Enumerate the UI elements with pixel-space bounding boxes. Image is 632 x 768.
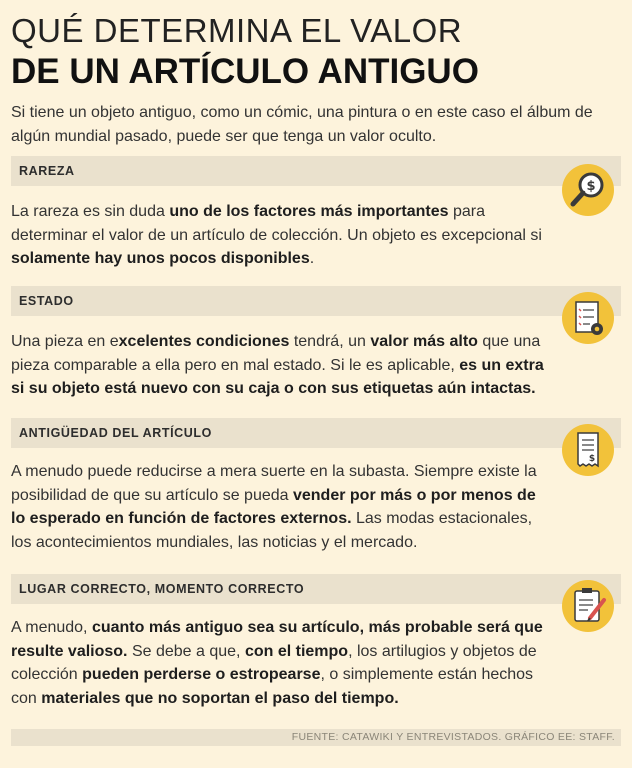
emphasis-text: xcelentes condiciones	[118, 333, 290, 350]
section-text-lugar-correcto	[11, 616, 551, 710]
section-bar-rareza	[11, 156, 621, 186]
emphasis-text: vender por más o por menos de lo esperado en función de factores externos.	[11, 486, 536, 527]
body-text: Una pieza en e	[11, 333, 119, 350]
section-bar-lugar-correcto	[11, 574, 621, 604]
title-line-2: DE UN ARTÍCULO ANTIGUO	[11, 52, 479, 91]
emphasis-text: uno de los factores más importantes	[169, 203, 449, 220]
body-text: A menudo puede reducirse a mera suerte en la subasta. Siempre existe la posibilidad de que su artículo se pueda	[11, 463, 537, 504]
emphasis-text: es un extra si su objeto está nuevo con su caja o con sus etiquetas aún intactas.	[11, 356, 544, 397]
section-heading: LUGAR CORRECTO, MOMENTO CORRECTO	[19, 582, 305, 596]
svg-text:$: $	[588, 454, 596, 464]
section-bar-estado	[11, 286, 621, 316]
body-text: A menudo,	[11, 619, 92, 636]
body-text: , o simplemente están hechos con	[11, 666, 534, 707]
svg-text:$: $	[586, 179, 596, 194]
body-text: tendrá, un	[289, 333, 371, 350]
emphasis-text: pueden perderse o estropearse	[82, 666, 321, 683]
body-text: Se debe a que,	[127, 642, 245, 660]
emphasis-text: con el tiempo	[244, 642, 349, 660]
title-line-1: QUÉ DETERMINA EL VALOR	[11, 12, 463, 49]
clipboard-pencil-icon	[562, 580, 614, 632]
checklist-gear-icon	[562, 292, 614, 344]
section-heading: ESTADO	[19, 294, 74, 308]
section-text-antiguedad	[11, 460, 551, 554]
section-bar-antiguedad	[11, 418, 621, 448]
body-text: Las modas estacionales, los acontecimientos mundiales, las noticias y el mercado.	[11, 510, 533, 551]
emphasis-text: cuanto más antiguo sea su artículo, más probable será que resulte valioso.	[11, 619, 543, 660]
section-heading: ANTIGÜEDAD DEL ARTÍCULO	[19, 426, 212, 440]
body-text: La rareza es sin duda	[11, 203, 170, 220]
section-text-rareza	[11, 200, 551, 271]
receipt-dollar-icon	[562, 424, 614, 476]
body-text: , los artilugios y objetos de colección	[11, 642, 537, 683]
emphasis-text: valor más alto	[370, 333, 478, 350]
emphasis-text: materiales que no soportan el paso del tiempo.	[41, 689, 399, 707]
section-text-estado	[11, 330, 551, 401]
section-heading: RAREZA	[19, 164, 75, 178]
intro-text: Si tiene un objeto antiguo, como un cómic, una pintura o en este caso el álbum de algún mundial pasado, puede ser que tenga un valor oculto.	[11, 104, 593, 145]
source-credit: FUENTE: CATAWIKI Y ENTREVISTADOS. GRÁFICO EE: STAFF.	[291, 731, 615, 743]
body-text: que una pieza comparable a ella pero en mal estado. Si le es aplicable,	[11, 333, 541, 374]
body-text: .	[309, 250, 315, 267]
emphasis-text: solamente hay unos pocos disponibles	[11, 250, 310, 267]
magnifier-dollar-icon	[562, 164, 614, 216]
footer-bar	[11, 729, 621, 746]
body-text: para determinar el valor de un artículo de colección. Un objeto es excepcional si	[11, 203, 542, 244]
